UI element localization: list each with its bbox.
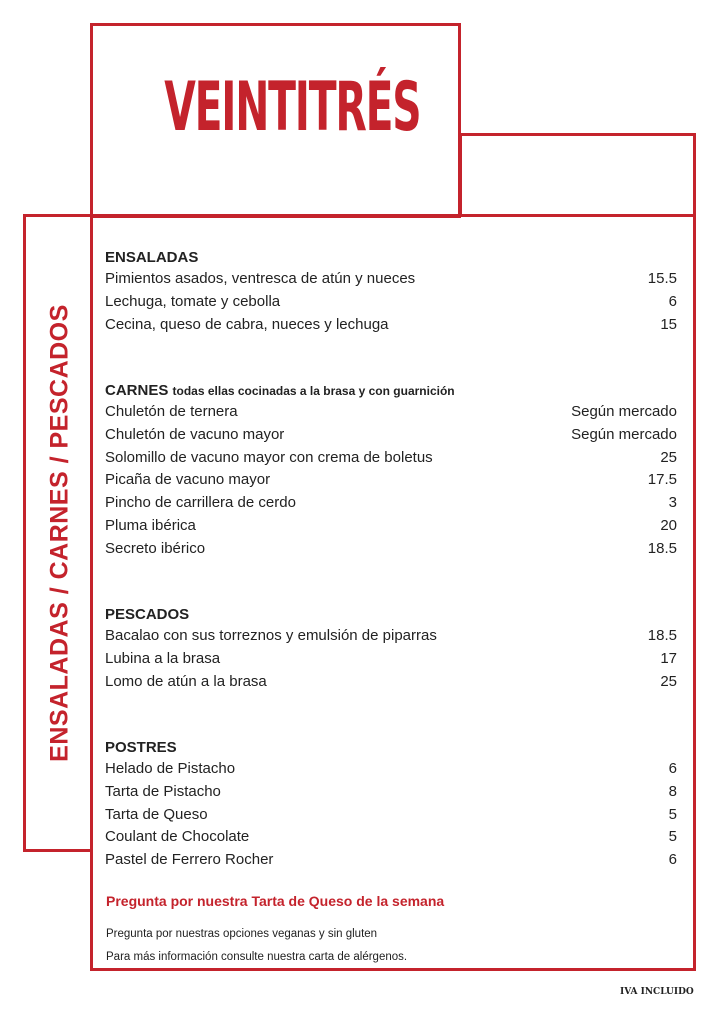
item-name: Tarta de Pistacho <box>105 782 221 800</box>
menu-item <box>105 648 680 671</box>
item-name: Lomo de atún a la brasa <box>105 672 267 690</box>
menu-item <box>105 849 680 872</box>
section-ensaladas <box>105 248 680 336</box>
item-name: Pincho de carrillera de cerdo <box>105 494 296 512</box>
section-title: PESCADOS <box>105 606 190 623</box>
item-name: Bacalao con sus torreznos y emulsión de piparras <box>105 627 437 644</box>
item-name: Chuletón de vacuno mayor <box>105 425 285 443</box>
allergen-note: Para más información consulte nuestra carta de alérgenos. <box>106 951 408 963</box>
item-name: Tarta de Queso <box>105 805 208 823</box>
item-name: Solomillo de vacuno mayor con crema de boletus <box>105 448 433 466</box>
menu-item <box>105 469 680 492</box>
item-price: 17.5 <box>647 471 677 489</box>
menu-item <box>105 804 680 827</box>
item-name: Cecina, queso de cabra, nueces y lechuga <box>105 315 389 333</box>
item-price: 15 <box>660 315 677 333</box>
menu-item <box>105 826 680 849</box>
item-price: 6 <box>668 851 677 869</box>
item-name: Lubina a la brasa <box>105 649 221 667</box>
section-title: CARNES todas ellas cocinadas a la brasa y con guarnición <box>105 382 455 399</box>
item-price: 25 <box>660 672 677 690</box>
section-title: ENSALADAS <box>105 249 199 266</box>
sidebar-category-label: ENSALADAS / CARNES / PESCADOS <box>45 304 74 762</box>
section-carnes <box>105 381 680 561</box>
menu-item <box>105 781 680 804</box>
menu-item <box>105 625 680 648</box>
restaurant-title: VEINTITRÉS <box>164 68 421 147</box>
item-price: 25 <box>660 448 677 466</box>
item-price: 20 <box>660 516 677 534</box>
dietary-note: Pregunta por nuestras opciones veganas y sin gluten <box>106 928 378 940</box>
item-name: Helado de Pistacho <box>105 760 236 777</box>
menu-item <box>105 424 680 447</box>
item-name: Lechuga, tomate y cebolla <box>105 292 281 310</box>
item-price: 18.5 <box>647 627 677 644</box>
item-price: 15.5 <box>647 270 677 287</box>
menu-item <box>105 401 680 424</box>
item-name: Secreto ibérico <box>105 539 206 557</box>
menu-item <box>105 291 680 314</box>
item-price: Según mercado <box>571 425 677 443</box>
section-note: todas ellas cocinadas a la brasa y con guarnición <box>172 384 455 398</box>
item-name: Pluma ibérica <box>105 516 196 534</box>
menu-item <box>105 538 680 561</box>
item-price: 18.5 <box>647 539 677 557</box>
item-price: 3 <box>668 494 677 512</box>
tax-note: IVA INCLUIDO <box>620 987 694 997</box>
menu-item <box>105 492 680 515</box>
menu-item <box>105 447 680 470</box>
item-price: 6 <box>668 292 677 310</box>
item-name: Chuletón de ternera <box>105 403 238 420</box>
item-price: 6 <box>668 760 677 777</box>
item-price: 5 <box>668 828 677 846</box>
item-price: 5 <box>668 805 677 823</box>
menu-item <box>105 515 680 538</box>
decorative-frame-right <box>459 133 696 218</box>
menu-item <box>105 758 680 781</box>
item-name: Pastel de Ferrero Rocher <box>105 851 274 869</box>
section-postres <box>105 738 680 872</box>
item-name: Pimientos asados, ventresca de atún y nueces <box>105 270 416 287</box>
section-pescados <box>105 605 680 693</box>
section-title: POSTRES <box>105 739 177 756</box>
item-price: Según mercado <box>571 403 677 420</box>
item-price: 17 <box>660 649 677 667</box>
menu-item <box>105 268 680 291</box>
item-name: Picaña de vacuno mayor <box>105 471 271 489</box>
promo-text: Pregunta por nuestra Tarta de Queso de la semana <box>106 893 445 909</box>
item-name: Coulant de Chocolate <box>105 828 250 846</box>
menu-item <box>105 671 680 694</box>
menu-item <box>105 314 680 337</box>
item-price: 8 <box>668 782 677 800</box>
